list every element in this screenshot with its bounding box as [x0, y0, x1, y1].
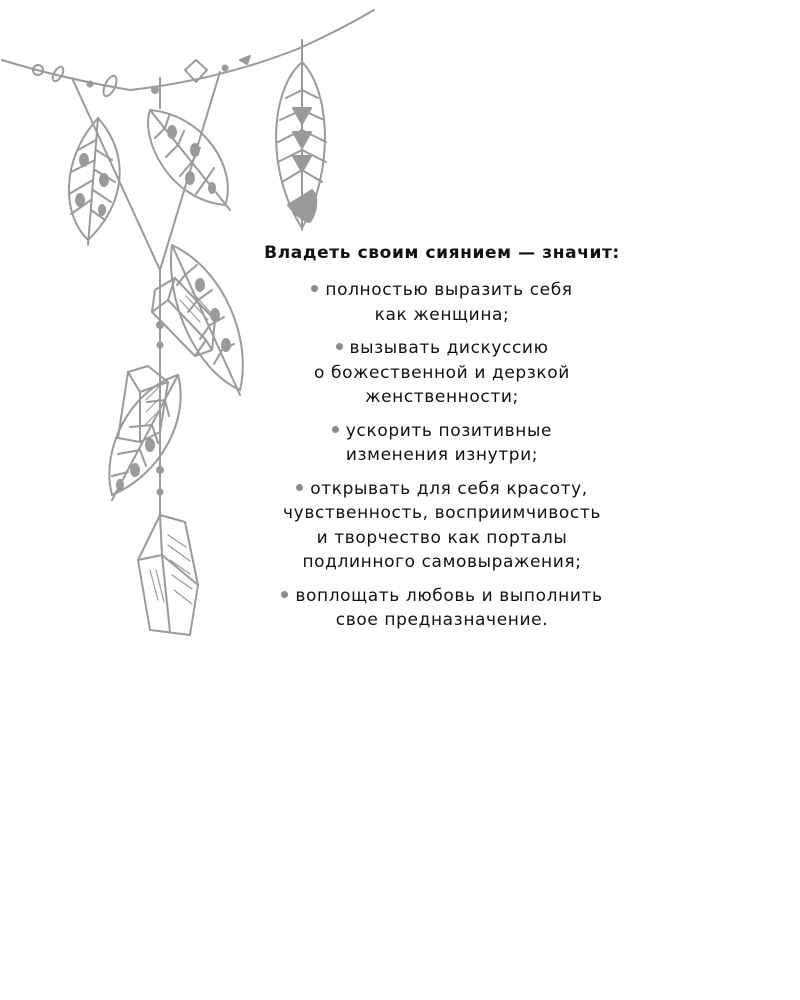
- list-item-line: о божественной и дерзкой: [314, 362, 570, 383]
- feather-right-top: [276, 62, 326, 230]
- list-item-line: полностью выразить себя: [222, 278, 662, 303]
- list-item: [222, 278, 662, 327]
- feather-left: [69, 118, 120, 245]
- hanging-string: [72, 78, 160, 270]
- list-item-line: как женщина;: [374, 304, 510, 325]
- garland-string: [2, 10, 374, 90]
- list-item: [222, 477, 662, 575]
- garland-bead: [152, 87, 158, 93]
- bullet-icon: [311, 285, 318, 292]
- list-item-line: вызывать дискуссию: [222, 336, 662, 361]
- garland-bead: [88, 82, 93, 87]
- garland-charm: [51, 65, 66, 83]
- crystal-bottom: [138, 515, 198, 635]
- list-item-line: подлинного самовыражения;: [302, 552, 582, 572]
- list-item-line: воплощать любовь и выполнить: [222, 584, 662, 609]
- list-item-line: свое предназначение.: [335, 610, 549, 630]
- list-item-line: и творчество как порталы: [316, 527, 568, 548]
- bullet-icon: [281, 591, 288, 598]
- list-item: [222, 419, 662, 468]
- list-item-line: чувственность, восприимчивость: [283, 503, 601, 523]
- list-item-line: открывать для себя красоту,: [222, 477, 662, 502]
- list-item-line: изменения изнутри;: [345, 445, 539, 465]
- heading: Владеть своим сиянием — значит:: [264, 243, 620, 263]
- list-item: [222, 584, 662, 633]
- garland-bead: [223, 66, 228, 71]
- list-item: [222, 336, 662, 410]
- list-item-line: женственности;: [365, 387, 519, 407]
- bullet-icon: [296, 484, 303, 491]
- list-item-line: ускорить позитивные: [222, 419, 662, 444]
- text-block: [222, 243, 662, 642]
- garland-arrow: [240, 56, 250, 64]
- bullet-icon: [336, 343, 343, 350]
- bullet-icon: [332, 426, 339, 433]
- feather-middle-top: [148, 110, 230, 210]
- radiance-list: [222, 278, 662, 633]
